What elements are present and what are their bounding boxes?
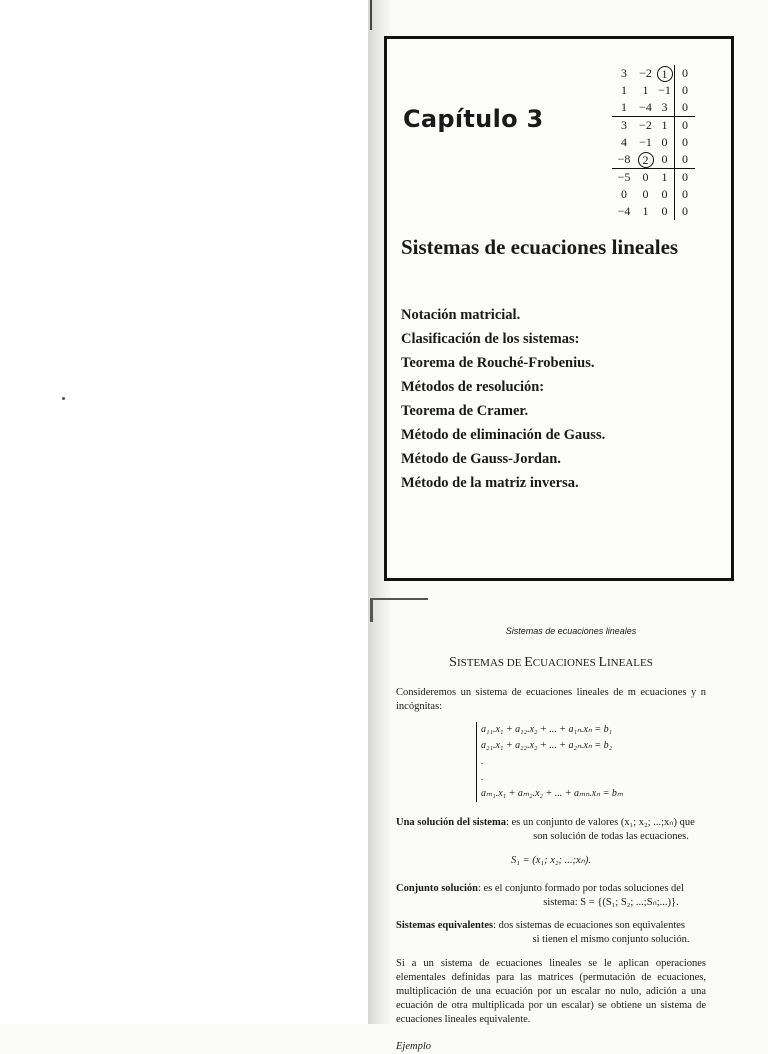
definition-term: Conjunto solución xyxy=(396,882,478,894)
definition-text: : es un conjunto de valores (x₁; x₂; ...;xₙ) que xyxy=(505,817,695,829)
body-paragraph: Si a un sistema de ecuaciones lineales se le aplican operaciones elementales definidas para las matrices (permutación de ecuaciones, multiplicación de una ecuación por un escalar no nulo, adición a una ecuación de otra multiplicada por un escalar) se obtiene un sistema de ecuaciones lineales equivalente. xyxy=(396,958,706,1025)
matrix-row xyxy=(612,65,695,82)
matrix-cell: 0 xyxy=(675,151,696,169)
matrix-cell: 0 xyxy=(661,204,668,218)
intro-paragraph: Consideremos un sistema de ecuaciones lineales de m ecuaciones y n incógnitas: xyxy=(396,687,706,713)
left-blank-page xyxy=(0,0,370,1024)
heading-initial: S xyxy=(449,654,457,670)
matrix-cell: 1 xyxy=(661,118,668,132)
matrix-cell: 0 xyxy=(675,203,696,220)
matrix-illustration xyxy=(612,65,695,220)
example-label: Ejemplo xyxy=(396,1041,431,1053)
topic-item: Métodos de resolución: xyxy=(401,379,545,395)
speck xyxy=(62,397,65,400)
matrix-cell: −5 xyxy=(617,170,631,184)
matrix-cell: 0 xyxy=(661,135,668,149)
running-header: Sistemas de ecuaciones lineales xyxy=(505,626,637,636)
topic-item: Método de eliminación de Gauss. xyxy=(401,427,606,443)
matrix-cell: 0 xyxy=(642,170,649,184)
matrix-cell: −2 xyxy=(639,118,652,132)
definition-solution-set xyxy=(396,882,706,910)
matrix-row xyxy=(612,99,695,117)
matrix-cell xyxy=(655,65,675,82)
matrix-cell: 0 xyxy=(675,186,696,203)
equation-line: . xyxy=(481,772,484,784)
matrix-cell: 0 xyxy=(675,134,696,151)
equation-line: aₘ₁.x₁ + aₘ₂.x₂ + ... + aₘₙ.xₙ = bₘ xyxy=(481,788,624,800)
chapter-title: Capítulo 3 xyxy=(403,105,544,133)
matrix-cell: −1 xyxy=(658,83,671,97)
topic-item: Método de Gauss-Jordan. xyxy=(401,451,561,467)
matrix-cell: 0 xyxy=(655,151,675,169)
topic-item: Teorema de Rouché-Frobenius. xyxy=(401,355,595,371)
equation-line: a₁₁.x₁ + a₁₂.x₂ + ... + a₁ₙ.xₙ = b₁ xyxy=(481,724,613,736)
heading-initial: E xyxy=(524,654,533,670)
matrix-cell: −4 xyxy=(617,204,631,218)
corner-mark-top xyxy=(370,0,412,30)
matrix-row xyxy=(612,82,695,99)
matrix-cell: −2 xyxy=(639,66,652,80)
matrix-cell: 0 xyxy=(661,187,668,201)
matrix-cell: 0 xyxy=(675,99,696,117)
definition-text: si tienen el mismo conjunto solución. xyxy=(532,934,690,946)
matrix-cell: 3 xyxy=(621,118,627,132)
matrix-cell: 0 xyxy=(621,187,627,201)
matrix-row xyxy=(612,151,695,169)
matrix-cell: 1 xyxy=(621,83,627,97)
corner-mark-bottom xyxy=(370,598,428,622)
matrix-row xyxy=(612,203,695,220)
definition-solution xyxy=(396,816,706,844)
equation-system xyxy=(476,722,706,802)
section-title: Sistemas de ecuaciones lineales xyxy=(401,235,679,259)
matrix-cell: 0 xyxy=(642,187,649,201)
matrix-cell: 1 xyxy=(642,83,649,97)
matrix-cell xyxy=(636,151,655,169)
matrix-cell: 4 xyxy=(621,135,627,149)
matrix-cell: 0 xyxy=(675,169,696,187)
matrix-row xyxy=(612,117,695,135)
page-heading xyxy=(396,654,706,672)
topic-item: Teorema de Cramer. xyxy=(401,403,529,419)
definition-text: sistema: S = {(S₁; S₂; ...;Sₙ;...)}. xyxy=(543,896,679,908)
matrix-row xyxy=(612,186,695,203)
matrix-cell: 1 xyxy=(612,99,636,117)
definition-term: Sistemas equivalentes xyxy=(396,920,494,932)
equation-line: a₂₁.x₁ + a₂₂.x₂ + ... + a₂ₙ.xₙ = b₂ xyxy=(481,740,613,752)
solution-formula: S₁ = (x₁; x₂; ...;xₙ). xyxy=(511,854,591,866)
definition-equivalent xyxy=(396,919,706,947)
matrix-row xyxy=(612,169,695,187)
matrix-row xyxy=(612,134,695,151)
topic-item: Método de la matriz inversa. xyxy=(401,475,579,491)
equation-line: . xyxy=(481,756,484,768)
matrix-cell: 0 xyxy=(675,82,696,99)
text-page xyxy=(396,626,706,1054)
definition-term: Una solución del sistema xyxy=(396,817,506,829)
matrix-cell: 0 xyxy=(675,117,696,135)
topic-list xyxy=(401,303,605,495)
heading-initial: L xyxy=(598,654,608,670)
matrix-cell: 1 xyxy=(642,204,649,218)
chapter-cover-page xyxy=(384,36,734,581)
circled-pivot: 2 xyxy=(638,152,654,168)
matrix-cell: −4 xyxy=(636,99,655,117)
topic-item: Notación matricial. xyxy=(401,307,521,323)
topic-item: Clasificación de los sistemas: xyxy=(401,331,580,347)
matrix-cell: 0 xyxy=(675,65,696,82)
definition-text: : es el conjunto formado por todas soluciones del xyxy=(477,882,684,894)
circled-pivot: 1 xyxy=(657,66,673,82)
matrix-cell: 3 xyxy=(655,99,675,117)
matrix-cell: −8 xyxy=(612,151,636,169)
definition-text: son solución de todas las ecuaciones. xyxy=(533,830,689,842)
heading-word: INEALES xyxy=(607,656,653,669)
heading-word: CUACIONES xyxy=(532,656,599,669)
matrix-cell: 3 xyxy=(621,66,627,80)
definition-text: : dos sistemas de ecuaciones son equivalentes xyxy=(493,920,685,932)
matrix-cell: 1 xyxy=(661,170,668,184)
heading-word: ISTEMAS DE xyxy=(456,656,525,669)
matrix-cell: −1 xyxy=(639,135,652,149)
